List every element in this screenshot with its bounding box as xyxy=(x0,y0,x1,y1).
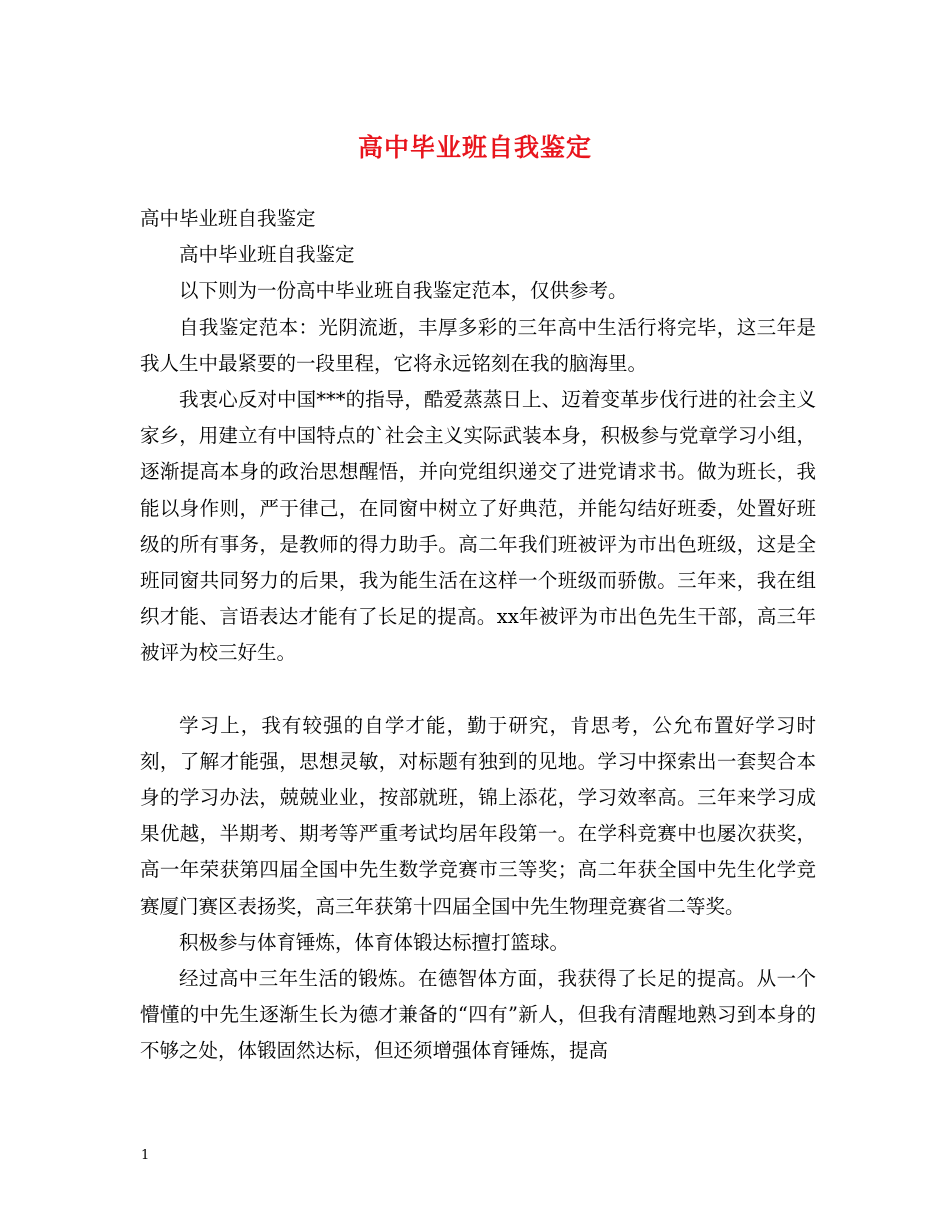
paragraph-political-conduct: 我衷心反对中国***的指导，酷爱蒸蒸日上、迈着变革步伐行进的社会主义家乡，用建立有中国特点的`社会主义实际武装本身，积极参与党章学习小组，逐渐提高本身的政治思想醒悟，并向党组织递交了进党请求书。做为班长，我能以身作则，严于律己，在同窗中树立了好典范，并能勾结好班委，处置好班级的所有事务，是教师的得力助手。高二年我们班被评为市出色班级，这是全班同窗共同努力的后果，我为能生活在这样一个班级而骄傲。三年来，我在组织才能、言语表达才能有了长足的提高。xx年被评为市出色先生干部，高三年被评为校三好生。 xyxy=(140,388,816,665)
paragraph-study: 学习上，我有较强的自学才能，勤于研究，肯思考，公允布置好学习时刻，了解才能强，思想灵敏，对标题有独到的见地。学习中探索出一套契合本身的学习办法，兢兢业业，按部就班，锦上添花，学习效率高。三年来学习成果优越，半期考、期考等严重考试均居年段第一。在学科竞赛中也屡次获奖，高一年荣获第四届全国中先生数学竞赛市三等奖；高二年获全国中先生化学竞赛厦门赛区表扬奖，高三年获第十四届全国中先生物理竞赛省二等奖。 xyxy=(140,713,816,918)
document-body xyxy=(140,201,816,1070)
document-title: 高中毕业班自我鉴定 xyxy=(357,133,592,162)
paragraph-sample-opening: 自我鉴定范本：光阴流逝，丰厚多彩的三年高中生活行将完毕，这三年是我人生中最紧要的一段里程，它将永远铭刻在我的脑海里。 xyxy=(140,315,816,375)
paragraph-subheading: 高中毕业班自我鉴定 xyxy=(179,243,355,267)
paragraph-sports: 积极参与体育锤炼，体育体锻达标擅打篮球。 xyxy=(179,930,570,954)
page-number: 1 xyxy=(141,1148,150,1163)
paragraph-summary: 经过高中三年生活的锻炼。在德智体方面，我获得了长足的提高。从一个懵懂的中先生逐渐生长为德才兼备的“四有”新人，但我有清醒地熟习到本身的不够之处，体锻固然达标，但还须增强体育锤炼，提高 xyxy=(140,967,816,1063)
paragraph-heading: 高中毕业班自我鉴定 xyxy=(140,207,316,230)
paragraph-intro: 以下则为一份高中毕业班自我鉴定范本，仅供参考。 xyxy=(179,279,628,303)
